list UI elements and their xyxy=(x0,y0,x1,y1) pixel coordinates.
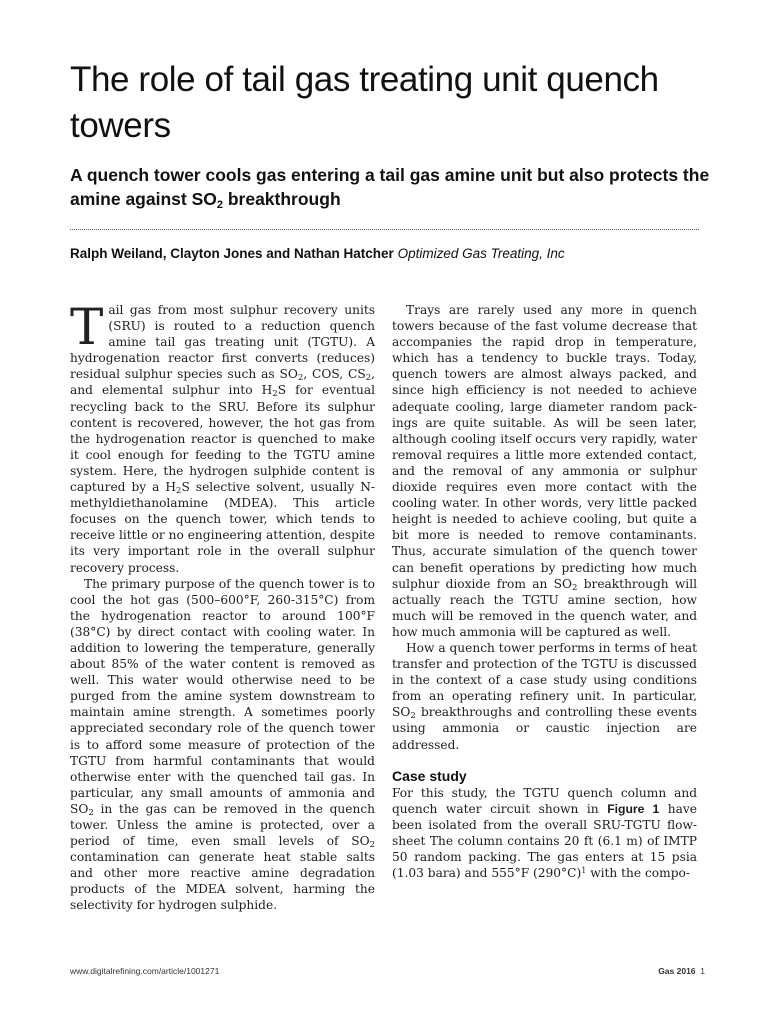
right-column xyxy=(392,302,697,881)
footnote-reference[interactable]: 1 xyxy=(581,866,587,876)
right-paragraph-3: For this study, the TGTU quench column and quench water circuit shown in Figure 1 have been isolated from the overall SRU-TGTU flowsheet The column contains 20 ft (6.1 m) of IMTP 50 random packing. The gas enters at 15 psia (1.03 bara) and 555°F $(290^\circ C)^1$ with the compo- xyxy=(392,785,698,881)
footer-issue xyxy=(658,966,705,976)
left-column xyxy=(70,298,376,914)
right-paragraph-1: Trays are rarely used any more in quench towers because of the fast volume decrease that accompanies the rapid drop in temperature, which has a tendency to buckle trays. Today, quench towers are almost always packed, and since high efficiency is not needed to achieve adequate cooling, large diameter random packings are quite suitable. As will be seen later, although cooling itself occurs very rapidly, water removal requires a little more extended contact, and the removal of any ammonia or sulphur dioxide requires even more contact with the cooling water. In other words, very little packed height is needed to achieve cooling, but quite a bit more is needed to remove contaminants. Thus, accurate simulation of the quench tower can benefit operations by predicting how much sulphur dioxide from an $SO_2$ breakthrough will actually reach the TGTU amine section, how much will be removed in the quench water, and how much ammonia will be captured as well. xyxy=(392,303,697,639)
author-affiliation: Optimized Gas Treating, Inc xyxy=(397,246,565,261)
left-paragraph-1: Tail gas from most sulphur recovery units (SRU) is routed to a reduction quench amine tail gas treating unit (TGTU). A hydrogenation reactor first converts (reduces) residual sulphur species such as $SO_2$, COS, $CS_2$, and elemental sulphur into $H_2S$ for eventual recycling back to the SRU. Before its sulphur content is recovered, however, the hot gas from the hydrogenation reactor is quenched to make it cool enough for feeding to the TGTU amine system. Here, the hydrogen sulphide content is captured by a $H_2S$ selective solvent, usually N-methyldiethanolamine (MDEA). This article focuses on the quench tower, which tends to receive little or no engineering attention, despite its very important role in the overall sulphur recovery process. xyxy=(70,298,376,575)
section-heading-case-study: Case study xyxy=(392,767,467,784)
footer-url[interactable]: www.digitalrefining.com/article/1001271 xyxy=(70,966,220,976)
page-number: 1 xyxy=(700,966,705,976)
author-names: Ralph Weiland, Clayton Jones and Nathan Hatcher xyxy=(70,246,394,261)
article-title: The role of tail gas treating unit quench towers xyxy=(70,60,659,145)
figure-reference[interactable]: Figure 1 xyxy=(607,801,660,816)
drop-cap: T xyxy=(70,298,104,356)
publication-name: Gas 2016 xyxy=(658,966,696,976)
subtitle-text-end: breakthrough xyxy=(222,188,341,209)
right-paragraph-2: How a quench tower performs in terms of heat transfer and protection of the TGTU is discussed in the context of a case study using conditions from an operating refinery unit. In particular, $SO_2$ breakthroughs and controlling these events using ammonia or caustic injection are addressed. xyxy=(392,640,697,752)
byline xyxy=(70,245,710,263)
article-subtitle xyxy=(70,164,710,211)
left-paragraph-2: The primary purpose of the quench tower is to cool the hot gas (500–600°F, 260-315°C) from the hydrogenation reactor to around 100°F (38°C) by direct contact with cooling water. In addition to lowering the temperature, generally about 85% of the water content is removed as well. This water would otherwise need to be purged from the amine system downstream to maintain amine strength. A sometimes poorly appreciated secondary role of the quench tower is to afford some measure of protection of the TGTU from harmful contaminants that would otherwise enter with the quenched tail gas. In particular, any small amounts of ammonia and $SO_2$ in the gas can be removed in the quench tower. Unless the amine is protected, over a period of time, even small levels of $SO_2$ contamination can generate heat stable salts and other more reactive amine degradation products of the MDEA solvent, harming the selectivity for hydrogen sulphide. xyxy=(70,576,375,913)
dotted-divider xyxy=(70,229,699,230)
subtitle-subscript: 2 xyxy=(216,198,223,211)
subtitle-text: A quench tower cools gas entering a tail gas amine unit but also protects the amine against SO xyxy=(70,165,710,209)
